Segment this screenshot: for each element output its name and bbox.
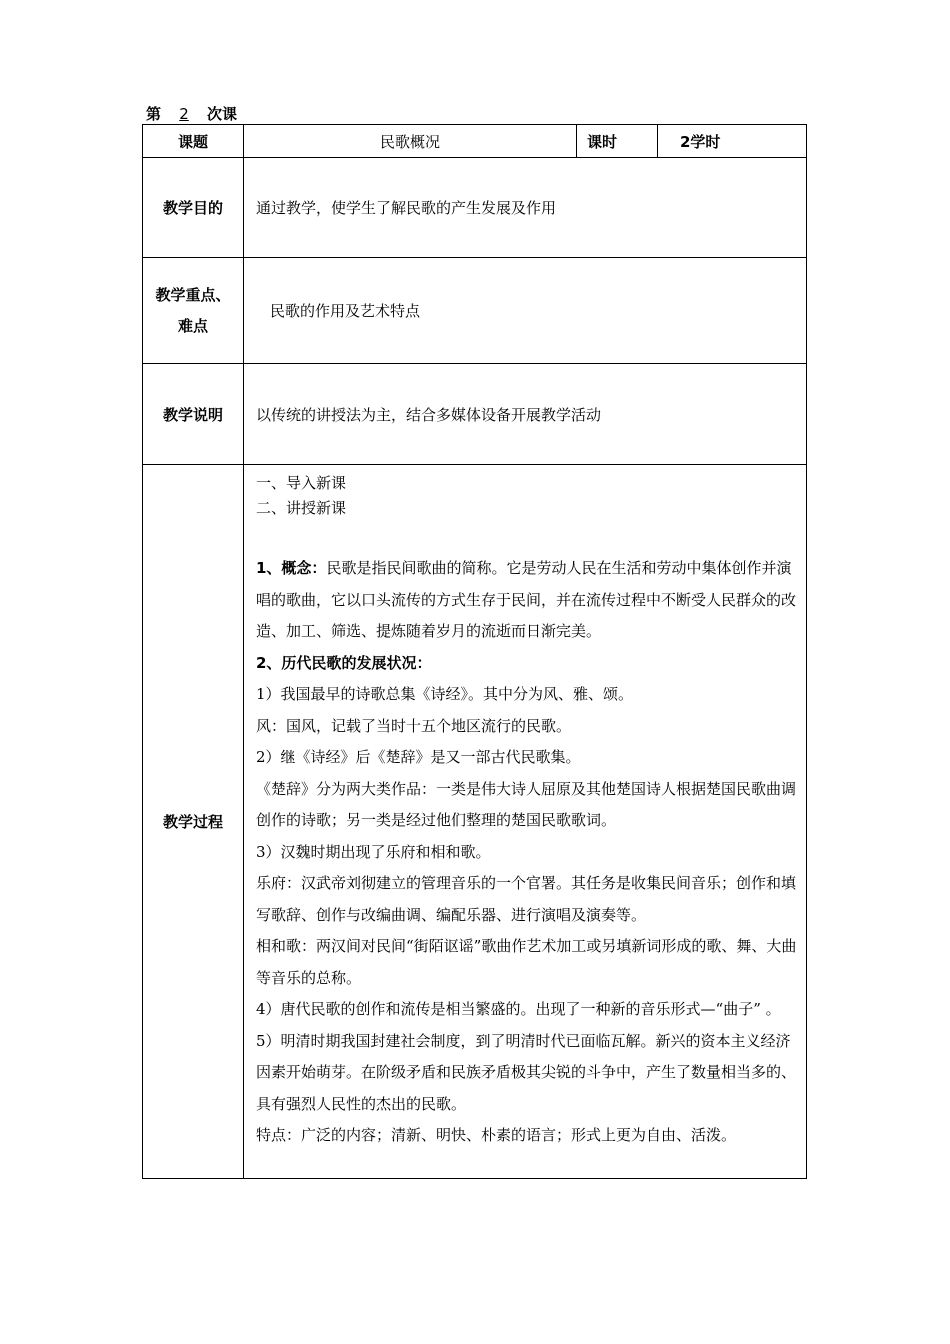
- topic-value: 民歌概况: [244, 125, 577, 158]
- goal-row: [143, 158, 807, 258]
- lesson-number: 2: [179, 105, 189, 123]
- section-intro: 一、导入新课: [256, 474, 347, 492]
- history-line: 1）我国最早的诗歌总集《诗经》。其中分为风、雅、颂。: [256, 685, 634, 703]
- history-heading: 2、历代民歌的发展状况：: [256, 653, 432, 672]
- method-value: 以传统的讲授法为主，结合多媒体设备开展教学活动: [244, 364, 807, 465]
- hours-label: 课时: [577, 125, 658, 158]
- history-line: 4）唐代民歌的创作和流传是相当繁盛的。出现了一种新的音乐形式—“曲子” 。: [256, 1000, 781, 1018]
- topic-label: 课题: [143, 125, 244, 158]
- goal-value: 通过教学，使学生了解民歌的产生发展及作用: [244, 158, 807, 258]
- process-label: 教学过程: [143, 465, 244, 1179]
- lesson-number-heading: [146, 103, 237, 124]
- key-points-label-line1: 教学重点、: [155, 285, 231, 304]
- hours-value: 2学时: [658, 125, 807, 158]
- topic-row: [143, 125, 807, 158]
- section-lecture: 二、讲授新课: [256, 499, 347, 517]
- concept-text: 民歌是指民间歌曲的简称。它是劳动人民在生活和劳动中集体创作并演唱的歌曲，它以口头流传的方式生存于民间，并在流传过程中不断受人民群众的改造、加工、筛选、提炼随着岁月的流逝而日渐完美。: [256, 559, 797, 640]
- goal-label: 教学目的: [143, 158, 244, 258]
- concept-heading: 1、概念：: [256, 559, 327, 577]
- key-points-row: [143, 258, 807, 364]
- blank-line: [256, 521, 802, 553]
- history-line: 相和歌：两汉间对民间“街陌讴谣”歌曲作艺术加工或另填新词形成的歌、舞、大曲等音乐的总称。: [256, 937, 797, 987]
- method-label: 教学说明: [143, 364, 244, 465]
- lesson-prefix: 第: [146, 105, 162, 123]
- key-points-label-line2: 难点: [177, 316, 208, 335]
- history-line: 5）明清时期我国封建社会制度，到了明清时代已面临瓦解。新兴的资本主义经济因素开始萌芽。在阶级矛盾和民族矛盾极其尖锐的斗争中，产生了数量相当多的、具有强烈人民性的杰出的民歌。: [256, 1031, 797, 1113]
- key-points-value: 民歌的作用及艺术特点: [244, 258, 807, 364]
- lesson-plan-table: [142, 124, 807, 1179]
- history-line: 2）继《诗经》后《楚辞》是又一部古代民歌集。: [256, 748, 581, 766]
- lesson-suffix: 次课: [207, 105, 238, 123]
- concept-paragraph: [256, 553, 802, 648]
- process-row: [143, 465, 807, 1179]
- history-line: 3）汉魏时期出现了乐府和相和歌。: [256, 842, 491, 861]
- method-row: [143, 364, 807, 465]
- history-line: 特点：广泛的内容；清新、明快、朴素的语言；形式上更为自由、活泼。: [256, 1126, 737, 1144]
- history-line: 风：国风，记载了当时十五个地区流行的民歌。: [256, 716, 572, 735]
- history-line: 乐府：汉武帝刘彻建立的管理音乐的一个官署。其任务是收集民间音乐；创作和填写歌辞、创作与改编曲调、编配乐器、进行演唱及演奏等。: [256, 874, 797, 924]
- history-line: 《楚辞》分为两大类作品：一类是伟大诗人屈原及其他楚国诗人根据楚国民歌曲调创作的诗歌；另一类是经过他们整理的楚国民歌歌词。: [256, 779, 797, 829]
- process-content: [244, 465, 807, 1179]
- key-points-label: [143, 258, 244, 364]
